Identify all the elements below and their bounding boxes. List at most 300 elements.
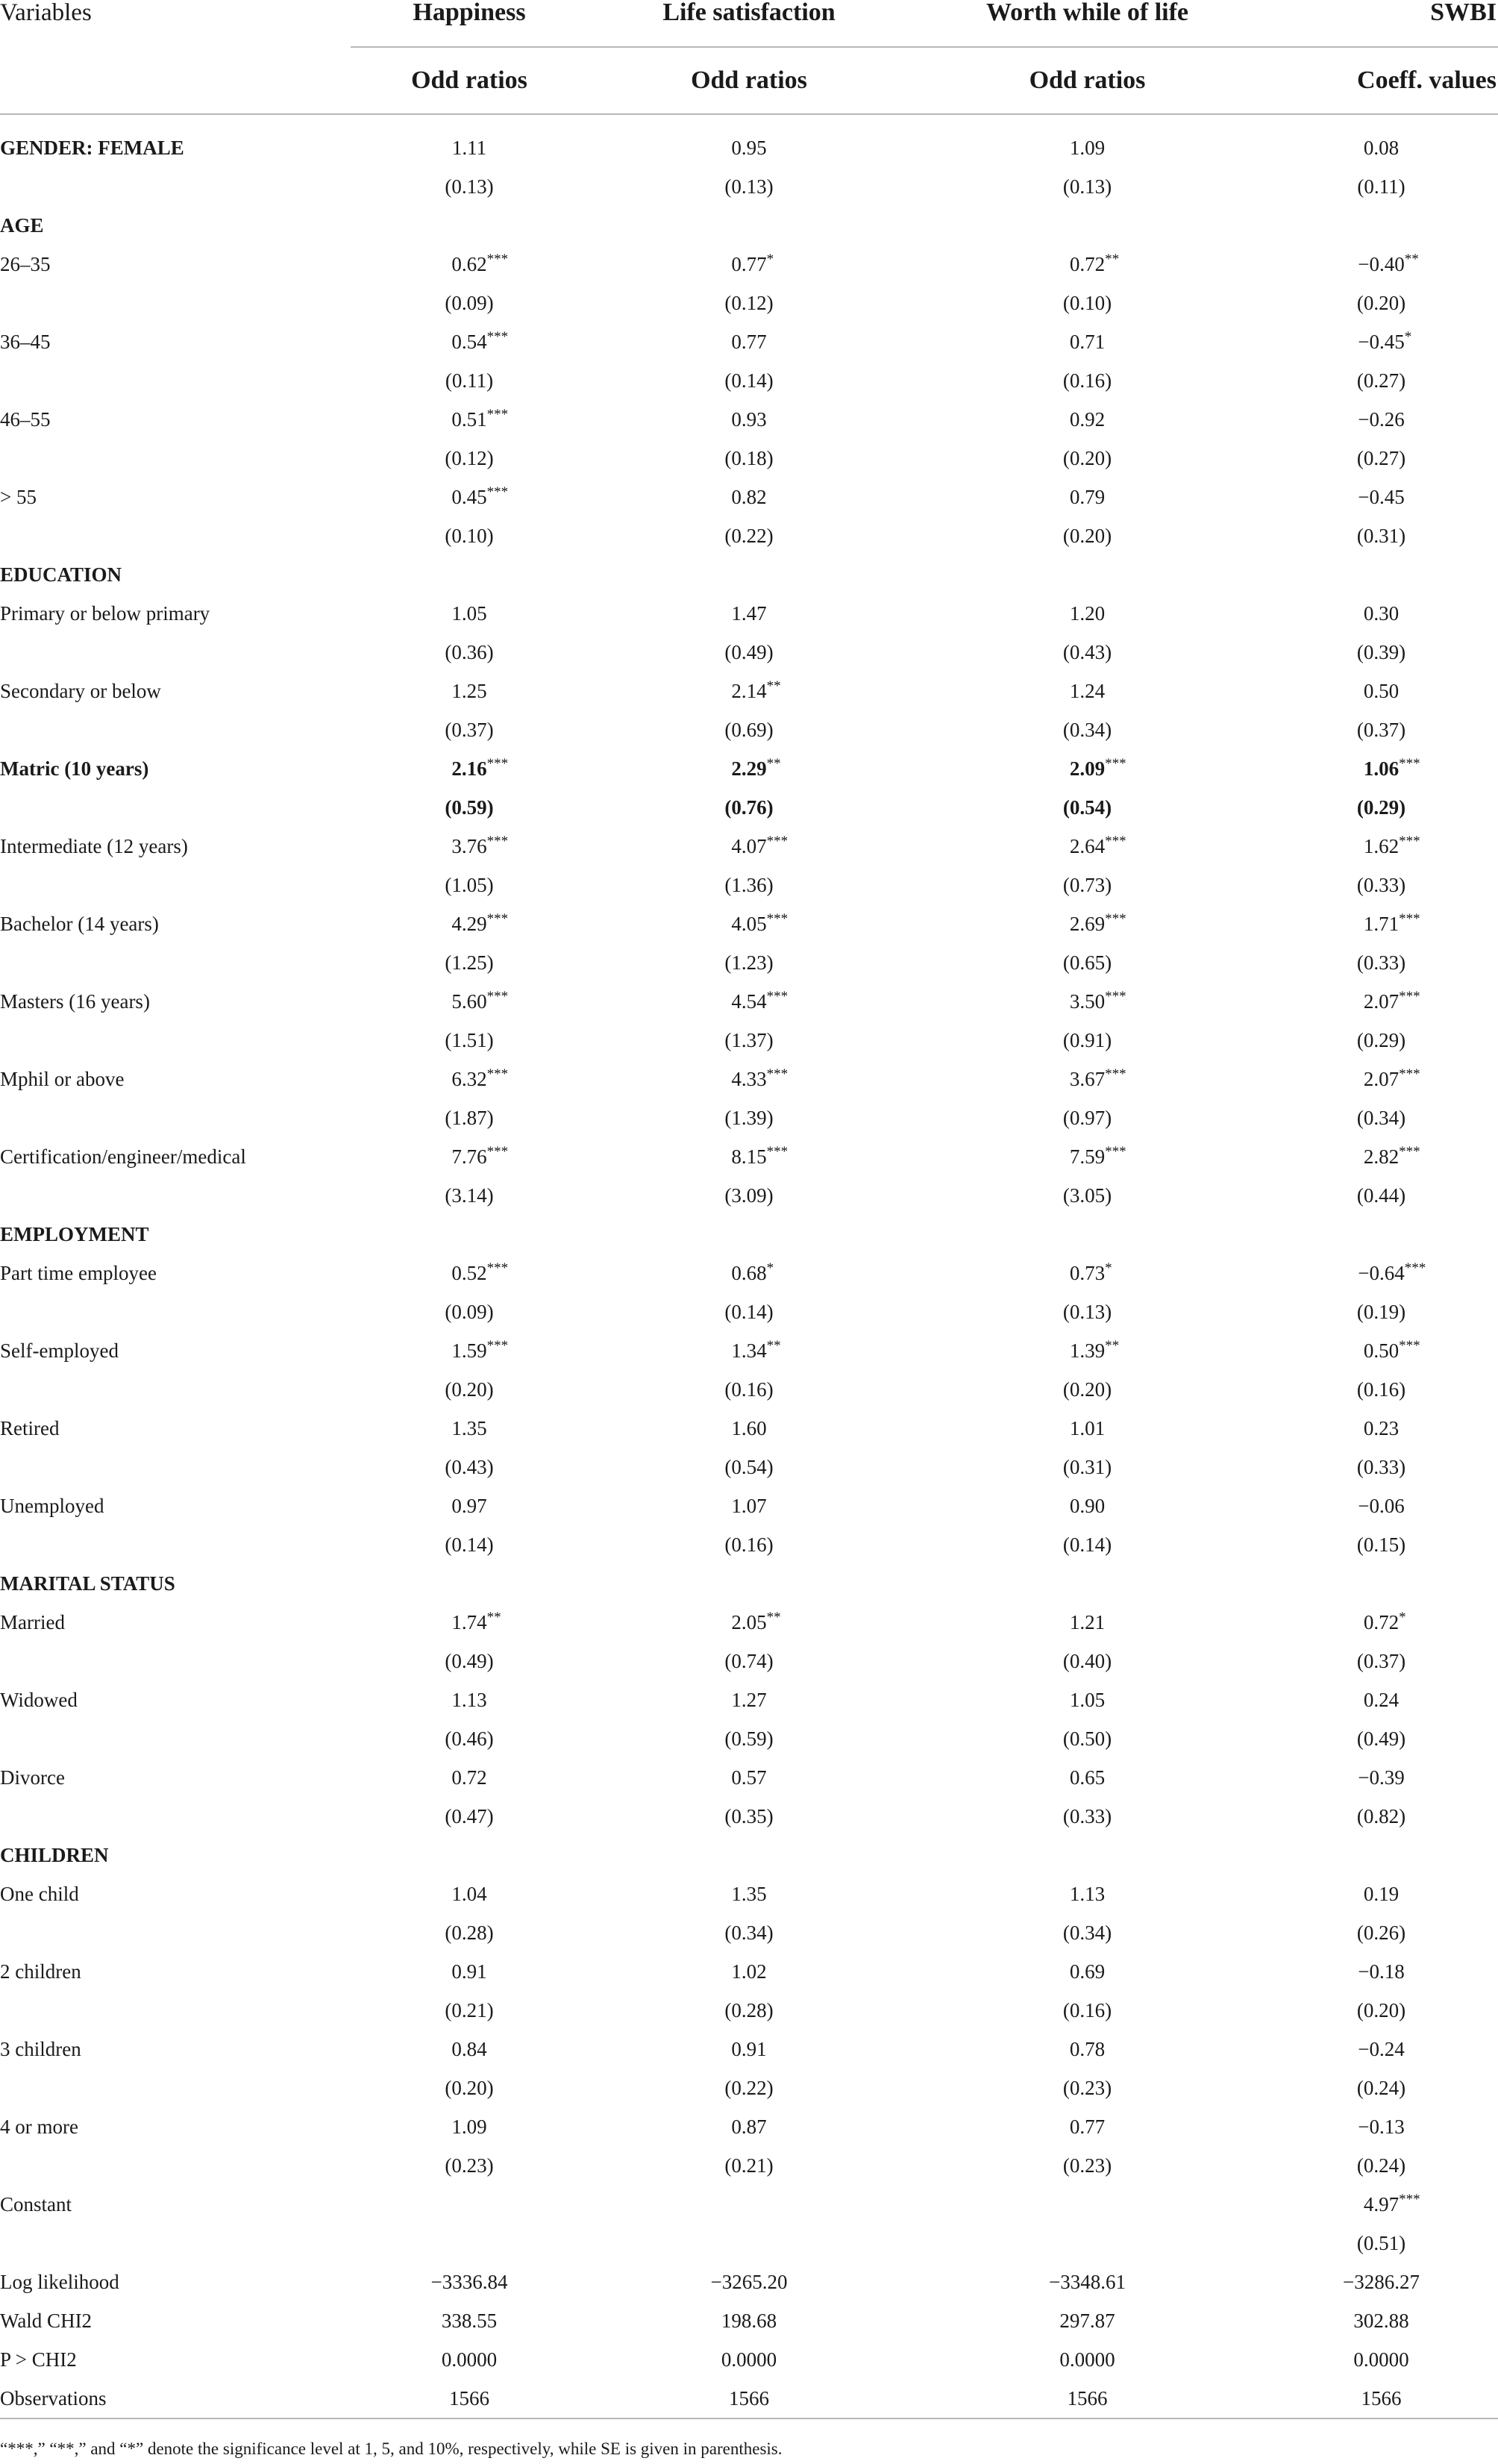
cell-swbi	[1264, 633, 1498, 672]
table-row-se	[0, 1525, 1498, 1564]
cell-value-wrap	[1070, 1603, 1105, 1642]
row-label	[0, 284, 351, 322]
cell-life-satisfaction	[588, 1486, 910, 1525]
cell-happiness	[351, 1098, 588, 1137]
cell-value: 1.09	[451, 2116, 487, 2138]
cell-swbi	[1264, 2185, 1498, 2224]
cell-value: 0.24	[1363, 1689, 1400, 1711]
cell-swbi	[1264, 1176, 1498, 1215]
cell-value: 1566	[1067, 2387, 1108, 2410]
table-row	[0, 1060, 1498, 1098]
cell-value: −0.39	[1358, 1766, 1405, 1789]
row-label	[0, 2146, 351, 2185]
cell-happiness	[351, 206, 588, 245]
cell-worth-while	[910, 1874, 1264, 1913]
cell-swbi	[1264, 2340, 1498, 2379]
cell-value: (0.12)	[445, 447, 494, 469]
cell-value-wrap	[1363, 904, 1420, 943]
cell-life-satisfaction	[588, 1254, 910, 1292]
table-row-section	[0, 555, 1498, 594]
cell-value-wrap	[452, 128, 486, 167]
cell-value: (0.20)	[1356, 292, 1406, 314]
cell-value-wrap	[451, 904, 509, 943]
cell-life-satisfaction	[588, 2107, 910, 2146]
cell-worth-while	[910, 2340, 1264, 2379]
row-label: Constant	[0, 2193, 72, 2216]
header-worth-while-of-life: Worth while of life	[910, 0, 1264, 47]
cell-value-wrap	[1070, 594, 1105, 633]
cell-worth-while	[910, 284, 1264, 322]
cell-value-wrap	[1364, 1409, 1399, 1448]
table-row-se	[0, 1448, 1498, 1486]
row-label: P > CHI2	[0, 2348, 77, 2371]
cell-value: (0.40)	[1062, 1650, 1112, 1672]
cell-life-satisfaction	[588, 1603, 910, 1642]
significance-stars: ***	[1105, 1066, 1126, 1082]
cell-value: (0.31)	[1356, 525, 1406, 547]
cell-worth-while	[910, 1797, 1264, 1836]
cell-value: (1.37)	[724, 1029, 774, 1051]
row-label	[0, 167, 351, 206]
cell-value-wrap	[724, 788, 773, 827]
cell-worth-while	[910, 1098, 1264, 1137]
cell-value: 0.91	[451, 1960, 487, 1983]
cell-value: (0.11)	[445, 369, 494, 392]
cell-value: (0.13)	[724, 175, 774, 198]
cell-worth-while	[910, 633, 1264, 672]
cell-life-satisfaction	[588, 788, 910, 827]
cell-value: (0.34)	[1062, 1922, 1112, 1944]
cell-value: 2.69	[1069, 913, 1106, 935]
significance-stars: ***	[486, 484, 509, 500]
cell-value: (0.37)	[1356, 1650, 1406, 1672]
cell-value-wrap	[451, 400, 509, 439]
significance-stars: **	[766, 678, 781, 694]
significance-stars: **	[1105, 251, 1120, 267]
cell-value: (0.20)	[445, 2077, 494, 2099]
cell-happiness	[351, 1642, 588, 1680]
significance-stars: ***	[486, 329, 509, 345]
cell-swbi	[1264, 1680, 1498, 1719]
cell-value-wrap	[731, 478, 766, 516]
cell-life-satisfaction	[588, 2030, 910, 2069]
cell-value-wrap	[1357, 2224, 1405, 2263]
cell-life-satisfaction	[588, 1564, 910, 1603]
cell-happiness	[351, 1215, 588, 1254]
cell-value-wrap	[445, 167, 493, 206]
cell-value: 0.51	[451, 408, 487, 431]
table-row	[0, 1486, 1498, 1525]
cell-life-satisfaction	[588, 672, 910, 710]
cell-value: (0.16)	[1062, 369, 1112, 392]
significance-stars: ***	[1399, 989, 1420, 1004]
cell-life-satisfaction	[588, 2224, 910, 2263]
row-label: Widowed	[0, 1689, 78, 1711]
row-label	[0, 1913, 351, 1952]
cell-value-wrap	[1069, 982, 1126, 1021]
cell-worth-while	[910, 1486, 1264, 1525]
cell-value: 0.95	[731, 137, 767, 159]
row-label: One child	[0, 1883, 79, 1905]
row-label	[0, 1021, 351, 1060]
table-row	[0, 1952, 1498, 1991]
cell-value: 1.24	[1069, 680, 1106, 702]
row-label: 3 children	[0, 2038, 81, 2060]
cell-worth-while	[910, 1215, 1264, 1254]
cell-worth-while	[910, 1680, 1264, 1719]
row-label	[0, 439, 351, 478]
cell-happiness	[351, 1060, 588, 1098]
cell-worth-while	[910, 1254, 1264, 1292]
cell-value-wrap	[451, 1060, 509, 1098]
cell-value-wrap	[445, 1642, 493, 1680]
cell-value: 0.50	[1363, 680, 1400, 702]
cell-value: (0.20)	[1062, 525, 1112, 547]
table-row-se	[0, 2146, 1498, 2185]
cell-value-wrap	[724, 284, 773, 322]
header-happiness: Happiness	[351, 0, 588, 47]
cell-worth-while	[910, 555, 1264, 594]
cell-happiness	[351, 1021, 588, 1060]
header-row-measures	[0, 47, 1498, 114]
cell-value-wrap	[445, 866, 493, 904]
header-measure-swbi: Coeff. values	[1264, 47, 1498, 114]
cell-value-wrap	[445, 1448, 493, 1486]
cell-value: 0.91	[731, 2038, 767, 2060]
cell-life-satisfaction	[588, 633, 910, 672]
cell-value: 4.54	[731, 990, 767, 1013]
cell-value-wrap	[1049, 2263, 1126, 2301]
row-label: 36–45	[0, 331, 51, 353]
cell-swbi	[1264, 1060, 1498, 1098]
cell-value: (0.22)	[724, 2077, 774, 2099]
cell-worth-while	[910, 361, 1264, 400]
header-life-satisfaction: Life satisfaction	[588, 0, 910, 47]
cell-value: 0.87	[731, 2116, 767, 2138]
table-row-se	[0, 866, 1498, 904]
cell-value-wrap	[1063, 1913, 1112, 1952]
cell-value-wrap	[1357, 167, 1405, 206]
cell-value: (0.28)	[445, 1922, 494, 1944]
cell-value: (0.20)	[1356, 1999, 1406, 2021]
cell-value: (0.10)	[1062, 292, 1112, 314]
cell-worth-while	[910, 1952, 1264, 1991]
cell-value: 1.09	[1069, 137, 1106, 159]
significance-stars: ***	[1399, 1144, 1420, 1160]
cell-happiness	[351, 555, 588, 594]
cell-value: 338.55	[441, 2310, 498, 2332]
cell-worth-while	[910, 206, 1264, 245]
header-measure-life-satisfaction: Odd ratios	[588, 47, 910, 114]
cell-happiness	[351, 2069, 588, 2107]
cell-value-wrap	[1363, 982, 1420, 1021]
cell-worth-while	[910, 1137, 1264, 1176]
cell-value: 0.65	[1069, 1766, 1106, 1789]
cell-value: −0.45	[1358, 331, 1405, 353]
cell-life-satisfaction	[588, 516, 910, 555]
cell-life-satisfaction	[588, 1836, 910, 1874]
cell-value-wrap	[1357, 1021, 1405, 1060]
cell-value-wrap	[1358, 322, 1412, 361]
table-row	[0, 400, 1498, 439]
row-label	[0, 866, 351, 904]
cell-value: 1.13	[451, 1689, 487, 1711]
cell-value: 0.0000	[441, 2348, 498, 2371]
cell-value: 0.19	[1363, 1883, 1400, 1905]
cell-life-satisfaction	[588, 1525, 910, 1564]
cell-worth-while	[910, 1021, 1264, 1060]
cell-worth-while	[910, 1836, 1264, 1874]
cell-value-wrap	[451, 245, 509, 284]
row-label	[0, 633, 351, 672]
cell-value-wrap	[721, 2340, 777, 2379]
cell-value: 5.60	[451, 990, 487, 1013]
cell-value-wrap	[1364, 128, 1399, 167]
cell-value-wrap	[724, 1719, 773, 1758]
significance-stars: ***	[1399, 1066, 1420, 1082]
cell-value-wrap	[1357, 284, 1405, 322]
row-label	[0, 710, 351, 749]
cell-value: 1.59	[451, 1339, 487, 1362]
significance-stars: *	[1399, 1610, 1406, 1625]
cell-value-wrap	[731, 749, 781, 788]
cell-value-wrap	[724, 1991, 773, 2030]
cell-happiness	[351, 1913, 588, 1952]
header-measure-happiness: Odd ratios	[351, 47, 588, 114]
table-row	[0, 2340, 1498, 2379]
cell-value: 4.05	[731, 913, 767, 935]
cell-worth-while	[910, 400, 1264, 439]
cell-worth-while	[910, 1719, 1264, 1758]
cell-value-wrap	[1364, 1874, 1399, 1913]
cell-value-wrap	[724, 1176, 773, 1215]
table-row-se	[0, 516, 1498, 555]
significance-stars: ***	[1399, 911, 1420, 927]
table-row-se	[0, 2224, 1498, 2263]
row-label	[0, 1642, 351, 1680]
row-label: Certification/engineer/medical	[0, 1145, 246, 1168]
significance-stars: ***	[486, 407, 509, 422]
cell-value: 0.77	[1069, 2116, 1106, 2138]
cell-value: 3.67	[1069, 1068, 1106, 1090]
table-row	[0, 1331, 1498, 1370]
significance-stars: ***	[486, 911, 509, 927]
cell-worth-while	[910, 1642, 1264, 1680]
cell-happiness	[351, 167, 588, 206]
cell-life-satisfaction	[588, 943, 910, 982]
cell-swbi	[1264, 1448, 1498, 1486]
cell-value: 0.92	[1069, 408, 1106, 431]
cell-worth-while	[910, 478, 1264, 516]
cell-value-wrap	[1357, 1292, 1405, 1331]
significance-stars: *	[1404, 329, 1412, 345]
cell-life-satisfaction	[588, 245, 910, 284]
cell-value: 1566	[729, 2387, 769, 2410]
cell-value: (0.34)	[1062, 719, 1112, 741]
cell-value-wrap	[1063, 1797, 1112, 1836]
cell-value: 1.13	[1069, 1883, 1106, 1905]
cell-value-wrap	[731, 1137, 789, 1176]
cell-value: 2.14	[731, 680, 767, 702]
cell-value: (0.34)	[724, 1922, 774, 1944]
cell-value-wrap	[1063, 167, 1112, 206]
cell-life-satisfaction	[588, 114, 910, 167]
row-label	[0, 361, 351, 400]
table-row	[0, 2107, 1498, 2146]
cell-value-wrap	[1357, 2146, 1405, 2185]
cell-swbi	[1264, 2030, 1498, 2069]
cell-value-wrap	[724, 943, 773, 982]
cell-value-wrap	[442, 2340, 497, 2379]
cell-life-satisfaction	[588, 1874, 910, 1913]
cell-life-satisfaction	[588, 1060, 910, 1098]
table-row-se	[0, 943, 1498, 982]
cell-value: 0.90	[1069, 1495, 1106, 1517]
cell-swbi	[1264, 1874, 1498, 1913]
cell-value: 1.25	[451, 680, 487, 702]
significance-stars: **	[766, 1610, 781, 1625]
cell-life-satisfaction	[588, 866, 910, 904]
cell-value-wrap	[1063, 1176, 1112, 1215]
cell-worth-while	[910, 904, 1264, 943]
significance-stars: **	[486, 1610, 501, 1625]
cell-life-satisfaction	[588, 749, 910, 788]
cell-swbi	[1264, 710, 1498, 749]
significance-stars: ***	[1105, 756, 1126, 772]
cell-value: (0.33)	[1356, 951, 1406, 974]
cell-value-wrap	[445, 1913, 493, 1952]
significance-stars: ***	[486, 756, 509, 772]
cell-value: 2.82	[1363, 1145, 1400, 1168]
cell-worth-while	[910, 1370, 1264, 1409]
cell-happiness	[351, 284, 588, 322]
cell-value-wrap	[724, 439, 773, 478]
cell-value: 0.08	[1363, 137, 1400, 159]
cell-value: (0.65)	[1062, 951, 1112, 974]
cell-life-satisfaction	[588, 2263, 910, 2301]
cell-value-wrap	[1364, 594, 1399, 633]
cell-worth-while	[910, 1525, 1264, 1564]
cell-value-wrap	[451, 749, 509, 788]
cell-happiness	[351, 1758, 588, 1797]
cell-value: 198.68	[721, 2310, 777, 2332]
cell-value-wrap	[1070, 322, 1105, 361]
cell-life-satisfaction	[588, 1098, 910, 1137]
cell-value: (0.44)	[1356, 1184, 1406, 1207]
cell-value: (0.82)	[1356, 1805, 1406, 1827]
cell-value: −0.18	[1358, 1960, 1405, 1983]
cell-value-wrap	[451, 1137, 509, 1176]
cell-happiness	[351, 478, 588, 516]
cell-life-satisfaction	[588, 2069, 910, 2107]
cell-happiness	[351, 866, 588, 904]
cell-value-wrap	[731, 1409, 766, 1448]
significance-stars: ***	[1105, 989, 1126, 1004]
cell-value: 0.82	[731, 486, 767, 508]
cell-value: (0.21)	[724, 2154, 774, 2177]
cell-life-satisfaction	[588, 982, 910, 1021]
cell-value: (0.22)	[724, 525, 774, 547]
cell-value-wrap	[445, 788, 493, 827]
cell-happiness	[351, 1137, 588, 1176]
cell-happiness	[351, 749, 588, 788]
cell-value-wrap	[445, 943, 493, 982]
cell-happiness	[351, 1176, 588, 1215]
cell-happiness	[351, 1254, 588, 1292]
row-label: Log likelihood	[0, 2271, 119, 2293]
cell-worth-while	[910, 322, 1264, 361]
cell-value-wrap	[731, 2030, 766, 2069]
cell-value-wrap	[1063, 788, 1112, 827]
cell-swbi	[1264, 1603, 1498, 1642]
cell-value-wrap	[445, 1991, 493, 2030]
cell-happiness	[351, 1370, 588, 1409]
cell-worth-while	[910, 1758, 1264, 1797]
row-label: Bachelor (14 years)	[0, 913, 159, 935]
row-label: Intermediate (12 years)	[0, 835, 188, 857]
cell-value: 1.27	[731, 1689, 767, 1711]
table-row	[0, 2379, 1498, 2418]
significance-stars: ***	[766, 1066, 789, 1082]
cell-value-wrap	[451, 1680, 486, 1719]
cell-value-wrap	[731, 128, 766, 167]
cell-value: (0.14)	[445, 1533, 494, 1556]
cell-value-wrap	[451, 2030, 486, 2069]
cell-value: 3.50	[1069, 990, 1106, 1013]
cell-value: (0.76)	[724, 796, 774, 819]
cell-value: 2.64	[1069, 835, 1106, 857]
cell-swbi	[1264, 1021, 1498, 1060]
table-body	[0, 114, 1498, 2418]
cell-value-wrap	[721, 2301, 777, 2340]
cell-value: 1.60	[731, 1417, 767, 1439]
cell-worth-while	[910, 2301, 1264, 2340]
row-label	[0, 1448, 351, 1486]
significance-stars: ***	[486, 989, 509, 1004]
cell-value-wrap	[1063, 1719, 1112, 1758]
cell-life-satisfaction	[588, 1991, 910, 2030]
cell-value-wrap	[1069, 1137, 1126, 1176]
table-row	[0, 904, 1498, 943]
cell-value: (1.51)	[445, 1029, 494, 1051]
cell-value: 1.06	[1363, 757, 1400, 780]
cell-value-wrap	[451, 478, 509, 516]
table-row-se	[0, 1098, 1498, 1137]
cell-value: (0.43)	[445, 1456, 494, 1478]
cell-worth-while	[910, 710, 1264, 749]
row-label: Unemployed	[0, 1495, 104, 1517]
cell-swbi	[1264, 114, 1498, 167]
significance-stars: *	[1105, 1260, 1112, 1276]
cell-swbi	[1264, 1991, 1498, 2030]
significance-stars: **	[766, 756, 781, 772]
cell-value-wrap	[724, 710, 773, 749]
cell-value-wrap	[445, 1797, 493, 1836]
cell-value: (1.05)	[445, 874, 494, 896]
row-label: EMPLOYMENT	[0, 1223, 149, 1245]
row-label	[0, 1176, 351, 1215]
cell-worth-while	[910, 2069, 1264, 2107]
cell-value: 0.57	[731, 1766, 767, 1789]
row-label: 26–35	[0, 253, 51, 275]
table-row	[0, 1254, 1498, 1292]
cell-value-wrap	[731, 1680, 766, 1719]
cell-value: 0.23	[1363, 1417, 1400, 1439]
cell-worth-while	[910, 2185, 1264, 2224]
cell-value: (0.73)	[1062, 874, 1112, 896]
significance-stars: ***	[1105, 911, 1126, 927]
cell-worth-while	[910, 866, 1264, 904]
